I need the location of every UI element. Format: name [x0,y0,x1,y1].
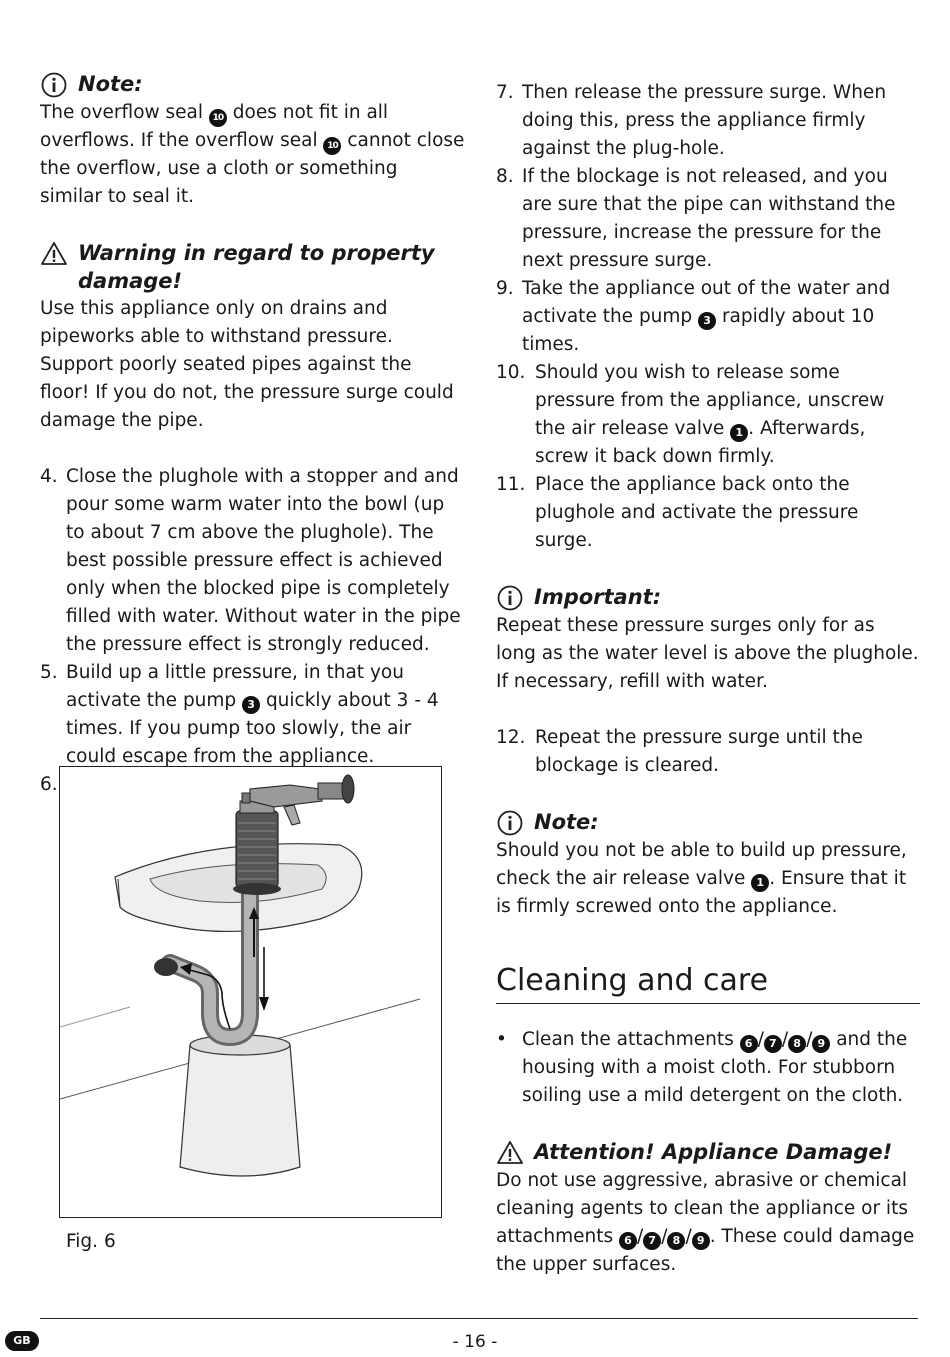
warning-icon [496,1139,524,1167]
warning-box [40,239,465,435]
ref-marker: 7 [643,1232,661,1250]
ref-marker: 1 [751,874,769,892]
ref-marker: 10 [323,137,341,155]
note-title: Note: [78,72,143,96]
ref-marker: 3 [242,696,260,714]
ref-marker: 6 [619,1232,637,1250]
info-icon [496,584,524,612]
ref-marker: 1 [730,424,748,442]
step-item: 10. Should you wish to release some pressure from the appliance, unscrew the air release valve 1 . Afterwards, screw it back down firmly. [496,362,885,467]
step-item: 8. If the blockage is not released, and you are sure that the pipe can withstand the pressure, increase the pressure for the next pressure surge. [496,166,896,271]
drain-unblocker-illustration [60,767,442,1218]
ref-marker: 7 [764,1035,782,1053]
attention-box [496,1138,920,1279]
attention-text: Do not use aggressive, abrasive or chemical cleaning agents to clean the appliance or its attachments 6 / 7 / 8 / 9 . These could damage the upper surfaces. [496,1170,915,1275]
section-title-cleaning: Cleaning and care [496,961,920,1004]
list-item: • Clean the attachments 6 / 7 / 8 / 9 and the housing with a moist cloth. For stubborn soiling use a mild detergent on the cloth. [496,1029,908,1106]
figure-caption: Fig. 6 [66,1231,116,1252]
ref-marker: 9 [692,1232,710,1250]
warning-heading [40,239,465,295]
important-text: Repeat these pressure surges only for as long as the water level is above the plughole. If necessary, refill with water. [496,615,919,692]
info-icon [496,809,524,837]
ref-marker: 8 [788,1035,806,1053]
ref-marker: 9 [812,1035,830,1053]
ref-marker: 8 [667,1232,685,1250]
step-item: 11. Place the appliance back onto the plughole and activate the pressure surge. [496,474,859,551]
step-item: 9. Take the appliance out of the water and activate the pump 3 rapidly about 10 times. [496,278,891,355]
ref-marker: 10 [209,109,227,127]
note-text: Should you not be able to build up pressure, check the air release valve 1 . Ensure that it is firmly screwed onto the appliance. [496,840,907,917]
important-title: Important: [534,585,662,609]
note-title: Note: [534,810,599,834]
step-item: 12. Repeat the pressure surge until the blockage is cleared. [496,727,863,776]
important-heading [496,583,920,612]
steps-list [496,79,920,555]
language-badge: GB [5,1331,39,1351]
figure-6 [59,766,442,1218]
footer-divider [40,1318,918,1319]
warning-text: Use this appliance only on drains and pipeworks able to withstand pressure. Support poorly seated pipes against the floor! If you do not, the pressure surge could damage the pipe. [40,298,454,431]
note-heading [496,808,920,837]
attention-title: Attention! Appliance Damage! [534,1140,893,1164]
note-text: The overflow seal 10 does not fit in all overflows. If the overflow seal 10 cannot close the overflow, use a cloth or something similar to seal it. [40,102,465,207]
right-column [496,79,920,1307]
left-column [40,70,465,855]
warning-icon [40,240,68,268]
cleaning-list [496,1026,920,1110]
important-box [496,583,920,696]
note-heading [40,70,465,99]
ref-marker: 3 [698,312,716,330]
step-item: 4. Close the plughole with a stopper and and pour some warm water into the bowl (up to about 7 cm above the plughole). The best possible pressure effect is achieved only when the blocked pipe is completely filled with water. Without water in the pipe the pressure effect is strongly reduced. [40,466,461,655]
note-box [40,70,465,211]
step-item: 5. Build up a little pressure, in that you activate the pump 3 quickly about 3 - 4 times. If you pump too slowly, the air could escape from the appliance. [40,662,439,767]
ref-marker: 6 [740,1035,758,1053]
page-number: - 16 - [452,1332,498,1352]
note-box [496,808,920,921]
step-item: 6. [40,774,58,795]
warning-title: Warning in regard to property damage! [78,241,435,293]
attention-heading [496,1138,920,1167]
info-icon [40,71,68,99]
steps-list [496,724,920,780]
step-item: 7. Then release the pressure surge. When doing this, press the appliance firmly against the plug-hole. [496,82,887,159]
